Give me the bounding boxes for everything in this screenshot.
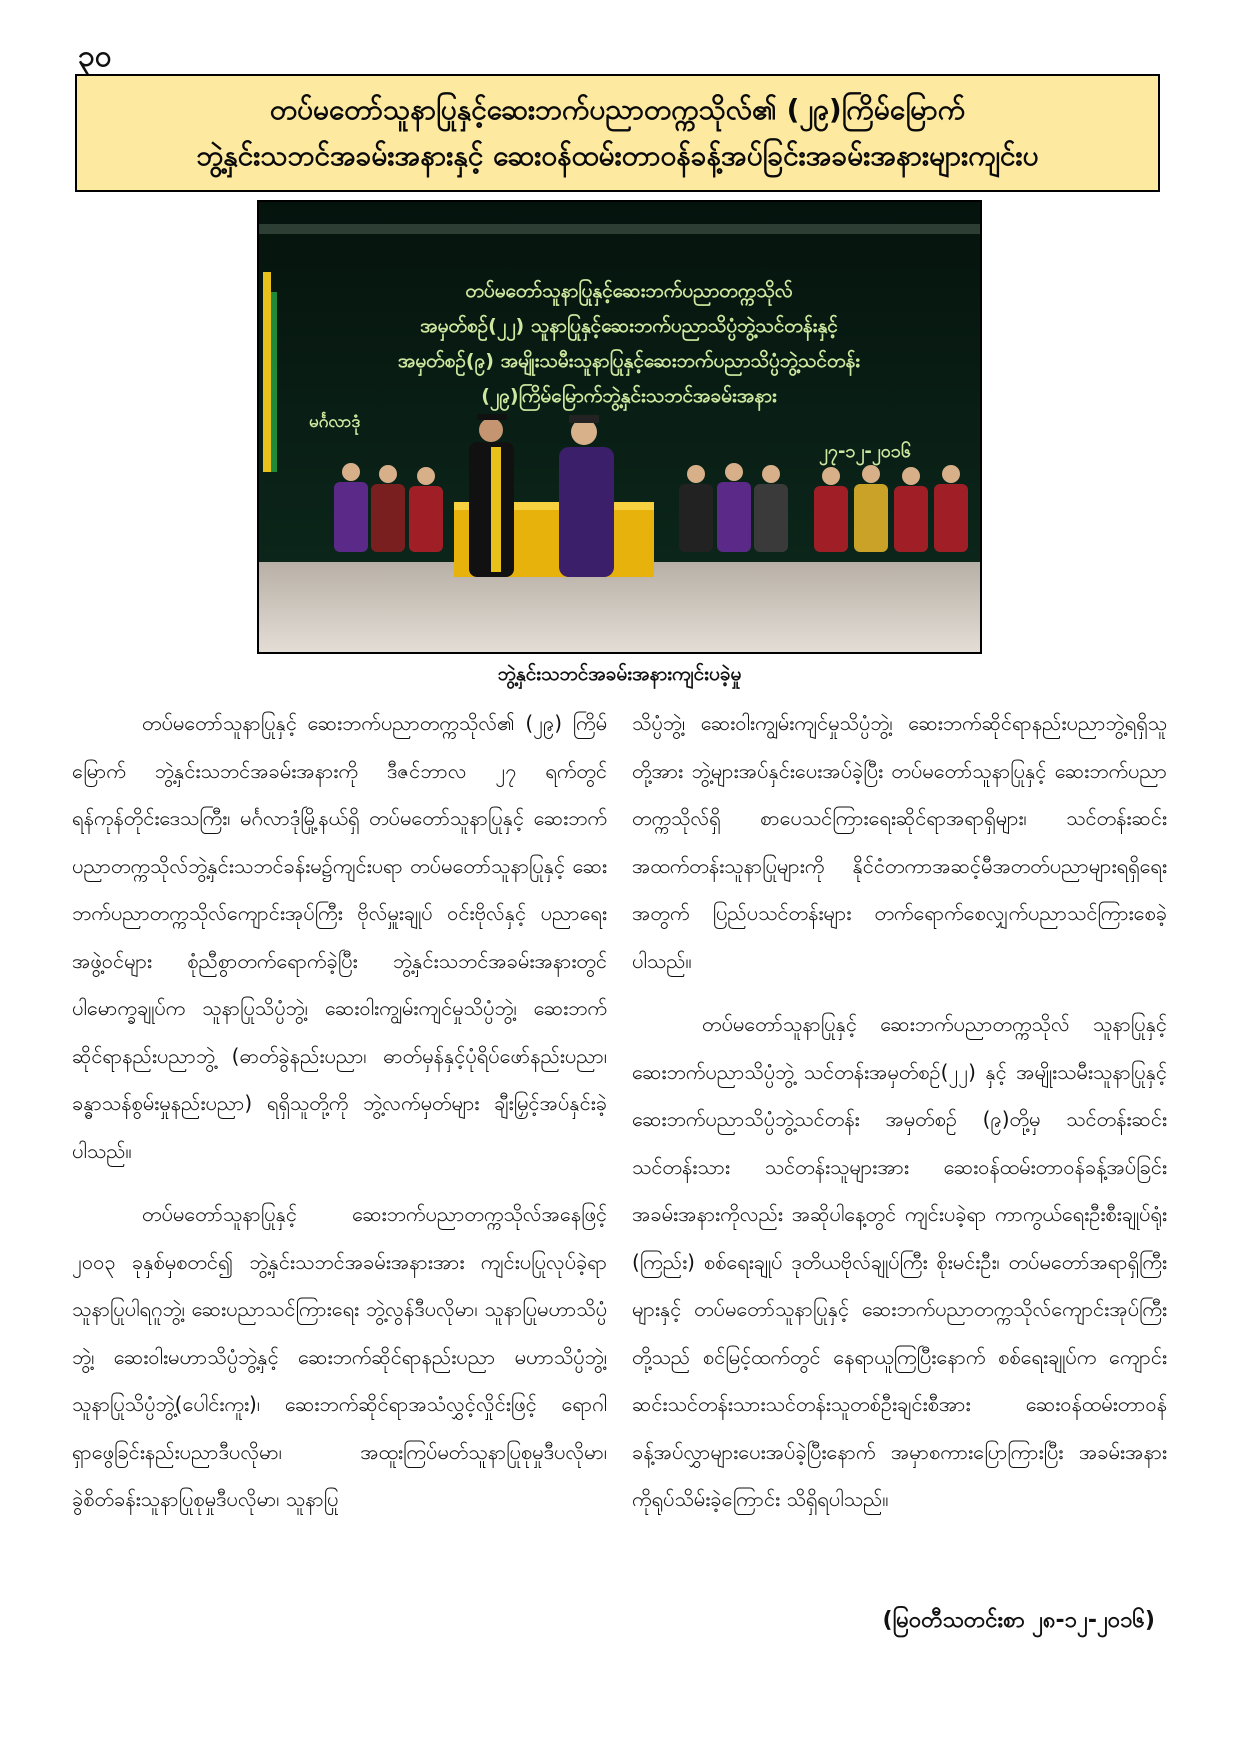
page-number: ၃၀ [78, 39, 112, 74]
headline-line-2: ဘွဲ့နှင်းသဘင်အခမ်းအနားနှင့် ဆေးဝန်ထမ်းတာဝန်ခန့်အပ်ခြင်းအခမ်းအနားများကျင်းပ [196, 139, 1039, 172]
headline-line-1: တပ်မတော်သူနာပြုနှင့်ဆေးဘက်ပညာတက္ကသိုလ်၏ (၂၉)ကြိမ်မြောက် [269, 93, 966, 126]
headline-box [75, 74, 1160, 192]
article-column-right [632, 700, 1167, 1540]
photo-caption: ဘွဲ့နှင်းသဘင်အခမ်းအနားကျင်းပခဲ့မှု [497, 663, 742, 685]
banner-line-2: အမှတ်စဉ်(၂၂) သူနာပြုနှင့်ဆေးဘက်ပညာသိပ္ပံဘွဲ့သင်တန်းနှင့် [420, 315, 838, 337]
right-paragraph-1: သိပ္ပံဘွဲ့၊ ဆေးဝါးကျွမ်းကျင်မှုသိပ္ပံဘွဲ့၊ ဆေးဘက်ဆိုင်ရာနည်းပညာဘွဲ့ရရှိသူတို့အား ဘွဲ့များအပ်နှင်းပေးအပ်ခဲ့ပြီး တပ်မတော်သူနာပြုနှင့် ဆေးဘက်ပညာတက္ကသိုလ်ရှိ စာပေသင်ကြားရေးဆိုင်ရာအရာရှိများ၊ သင်တန်းဆင်းအထက်တန်းသူနာပြုများကို နိုင်ငံတကာအဆင့်မီအတတ်ပညာများရရှိရေးအတွက် ပြည်ပသင်တန်းများ တက်ရောက်စေလျှက်ပညာသင်ကြားစေခဲ့ပါသည်။ [632, 711, 1167, 973]
banner-venue: မင်္ဂလာဒုံ [309, 412, 361, 432]
banner-line-4: (၂၉)ကြိမ်မြောက်ဘွဲ့နှင်းသဘင်အခမ်းအနား [481, 385, 777, 407]
ceremony-photo [257, 200, 982, 654]
banner-line-3: အမှတ်စဉ်(၉) အမျိုးသမီးသူနာပြုနှင့်ဆေးဘက်ပညာသိပ္ပံဘွဲ့သင်တန်း [397, 350, 861, 372]
right-paragraph-2: တပ်မတော်သူနာပြုနှင့် ဆေးဘက်ပညာတက္ကသိုလ် သူနာပြုနှင့်ဆေးဘက်ပညာသိပ္ပံဘွဲ့ သင်တန်းအမှတ်စဉ်(၂၂) နှင့် အမျိုးသမီးသူနာပြုနှင့်ဆေးဘက်ပညာသိပ္ပံဘွဲ့သင်တန်း အမှတ်စဉ် (၉)တို့မှ သင်တန်းဆင်းသင်တန်းသား သင်တန်းသူများအား ဆေးဝန်ထမ်းတာဝန်ခန့်အပ်ခြင်း အခမ်းအနားကိုလည်း အဆိုပါနေ့တွင် ကျင်းပခဲ့ရာ ကာကွယ်ရေးဦးစီးချုပ်ရုံး (ကြည်း) စစ်ရေးချုပ် ဒုတိယဗိုလ်ချုပ်ကြီး စိုးမင်းဦး၊ တပ်မတော်အရာရှိကြီးများနှင့် တပ်မတော်သူနာပြုနှင့် ဆေးဘက်ပညာတက္ကသိုလ်ကျောင်းအုပ်ကြီးတို့သည် စင်မြင့်ထက်တွင် နေရာယူကြပြီးနောက် စစ်ရေးချုပ်က ကျောင်းဆင်းသင်တန်းသားသင်တန်းသူတစ်ဦးချင်းစီအား ဆေးဝန်ထမ်းတာဝန်ခန့်အပ်လွှာများပေးအပ်ခဲ့ပြီးနောက် အမှာစကားပြောကြားပြီး အခမ်းအနားကိုရုပ်သိမ်းခဲ့ကြောင်း သိရှိရပါသည်။ [632, 1012, 1167, 1511]
left-paragraph-1: တပ်မတော်သူနာပြုနှင့် ဆေးဘက်ပညာတက္ကသိုလ်၏ (၂၉) ကြိမ်မြောက် ဘွဲ့နှင်းသဘင်အခမ်းအနားကို ဒီဇင်ဘာလ ၂၇ ရက်တွင် ရန်ကုန်တိုင်းဒေသကြီး၊ မင်္ဂလာဒုံမြို့နယ်ရှိ တပ်မတော်သူနာပြုနှင့် ဆေးဘက်ပညာတက္ကသိုလ်ဘွဲ့နှင်းသဘင်ခန်းမ၌ကျင်းပရာ တပ်မတော်သူနာပြုနှင့် ဆေးဘက်ပညာတက္ကသိုလ်ကျောင်းအုပ်ကြီး ဗိုလ်မှူးချုပ် ဝင်းဗိုလ်နှင့် ပညာရေးအဖွဲ့ဝင်များ စုံညီစွာတက်ရောက်ခဲ့ပြီး ဘွဲ့နှင်းသဘင်အခမ်းအနားတွင် ပါမောက္ခချုပ်က သူနာပြုသိပ္ပံဘွဲ့၊ ဆေးဝါးကျွမ်းကျင်မှုသိပ္ပံဘွဲ့၊ ဆေးဘက်ဆိုင်ရာနည်းပညာဘွဲ့ (ဓာတ်ခွဲနည်းပညာ၊ ဓာတ်မှန်နှင့်ပုံရိပ်ဖော်နည်းပညာ၊ ခန္ဓာသန်စွမ်းမှုနည်းပညာ) ရရှိသူတို့ကို ဘွဲ့လက်မှတ်များ ချီးမြှင့်အပ်နှင်းခဲ့ပါသည်။ [72, 711, 607, 1163]
banner-date: ၂၇-၁၂-၂၀၁၆ [819, 441, 912, 462]
left-paragraph-2: တပ်မတော်သူနာပြုနှင့် ဆေးဘက်ပညာတက္ကသိုလ်အနေဖြင့် ၂၀၀၃ ခုနှစ်မှစတင်၍ ဘွဲ့နှင်းသဘင်အခမ်းအနားအား ကျင်းပပြုလုပ်ခဲ့ရာ သူနာပြုပါရဂူဘွဲ့၊ ဆေးပညာသင်ကြားရေး ဘွဲ့လွန်ဒီပလိုမာ၊ သူနာပြုမဟာသိပ္ပံဘွဲ့၊ ဆေးဝါးမဟာသိပ္ပံဘွဲ့နှင့် ဆေးဘက်ဆိုင်ရာနည်းပညာ မဟာသိပ္ပံဘွဲ့၊ သူနာပြုသိပ္ပံဘွဲ့(ပေါင်းကူး)၊ ဆေးဘက်ဆိုင်ရာအသံလွှင့်လှိုင်းဖြင့် ရောဂါရှာဖွေခြင်းနည်းပညာဒီပလိုမာ၊ အထူးကြပ်မတ်သူနာပြုစုမှုဒီပလိုမာ၊ ခွဲစိတ်ခန်းသူနာပြုစုမှုဒီပလိုမာ၊ သူနာပြု [72, 1202, 607, 1511]
news-source: (မြဝတီသတင်းစာ ၂၈-၁၂-၂၀၁၆) [882, 1608, 1155, 1633]
banner-line-1: တပ်မတော်သူနာပြုနှင့်ဆေးဘက်ပညာတက္ကသိုလ် [465, 280, 793, 302]
article-column-left [72, 700, 607, 1540]
